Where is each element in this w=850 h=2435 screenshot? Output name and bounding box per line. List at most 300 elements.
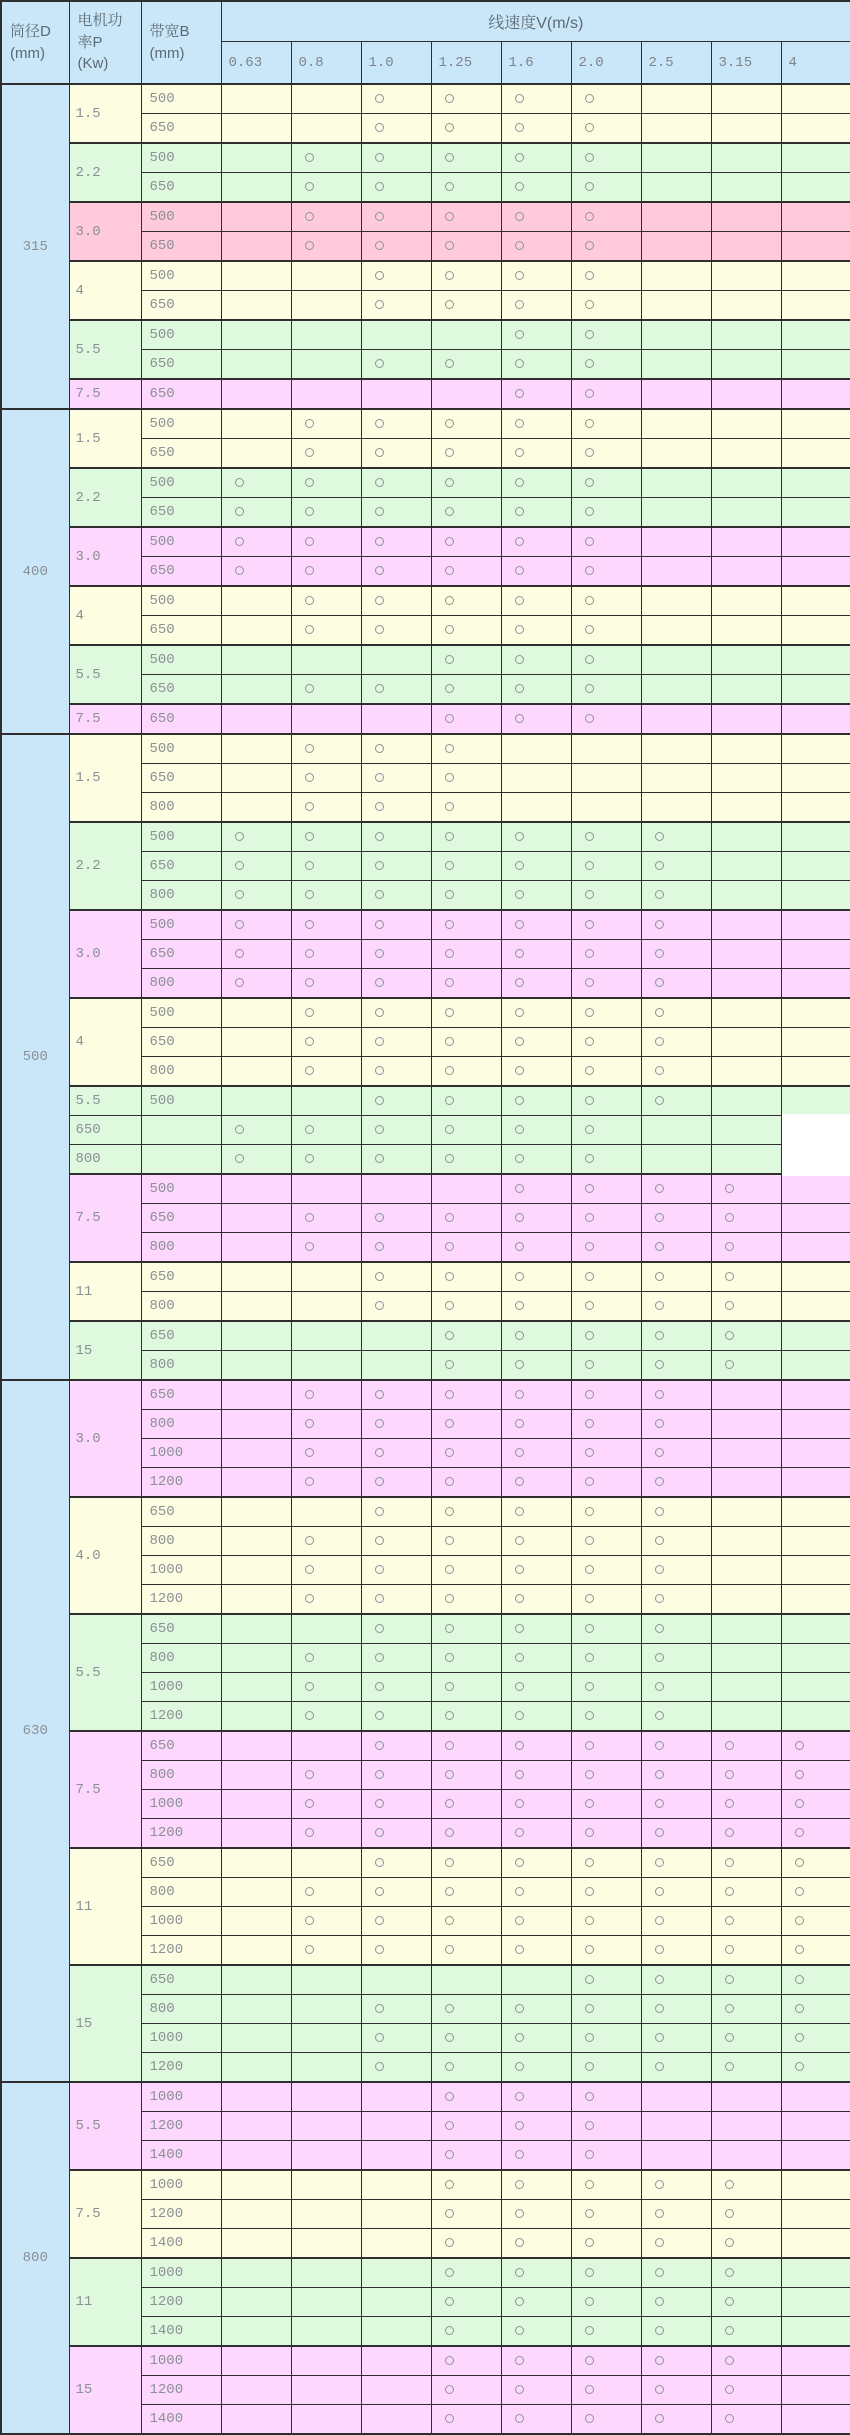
availability-circle bbox=[445, 684, 454, 693]
speed-cell bbox=[501, 232, 571, 262]
speed-cell bbox=[501, 1819, 571, 1849]
speed-cell bbox=[291, 734, 361, 764]
speed-cell bbox=[501, 379, 571, 409]
speed-cell bbox=[361, 143, 431, 173]
speed-cell bbox=[221, 1321, 291, 1351]
speed-cell bbox=[781, 1233, 850, 1263]
availability-circle bbox=[655, 1945, 664, 1954]
speed-cell bbox=[361, 2053, 431, 2083]
speed-cell bbox=[431, 1439, 501, 1468]
speed-cell bbox=[641, 1262, 711, 1292]
belt-width-cell: 1000 bbox=[141, 2170, 221, 2200]
availability-circle bbox=[375, 94, 384, 103]
speed-cell bbox=[431, 1497, 501, 1527]
availability-circle bbox=[725, 1272, 734, 1281]
availability-circle bbox=[375, 1624, 384, 1633]
availability-circle bbox=[515, 1536, 524, 1545]
availability-circle bbox=[655, 1624, 664, 1633]
speed-cell bbox=[291, 498, 361, 528]
speed-cell bbox=[361, 1644, 431, 1673]
availability-circle bbox=[655, 832, 664, 841]
belt-width-cell: 1200 bbox=[141, 1702, 221, 1732]
availability-circle bbox=[515, 1242, 524, 1251]
speed-cell bbox=[781, 734, 850, 764]
speed-cell bbox=[781, 2112, 850, 2141]
speed-cell bbox=[221, 822, 291, 852]
speed-cell bbox=[291, 1321, 361, 1351]
availability-circle bbox=[515, 507, 524, 516]
speed-cell bbox=[781, 84, 850, 114]
table-row bbox=[1, 379, 850, 409]
power-cell: 2.2 bbox=[69, 468, 141, 527]
availability-circle bbox=[515, 153, 524, 162]
availability-circle bbox=[655, 1331, 664, 1340]
availability-circle bbox=[725, 1301, 734, 1310]
speed-cell bbox=[711, 2258, 781, 2288]
speed-cell bbox=[291, 1116, 361, 1145]
speed-cell bbox=[361, 940, 431, 969]
availability-circle bbox=[515, 2092, 524, 2101]
belt-width-cell: 800 bbox=[141, 969, 221, 999]
availability-circle bbox=[585, 2385, 594, 2394]
speed-cell bbox=[641, 1907, 711, 1936]
speed-cell bbox=[501, 910, 571, 940]
table-row bbox=[1, 1614, 850, 1644]
speed-cell bbox=[361, 2200, 431, 2229]
availability-circle bbox=[655, 1008, 664, 1017]
speed-cell bbox=[431, 764, 501, 793]
availability-circle bbox=[585, 1184, 594, 1193]
availability-circle bbox=[725, 1916, 734, 1925]
speed-cell bbox=[711, 291, 781, 321]
speed-cell bbox=[501, 1174, 571, 1204]
speed-cell bbox=[431, 1262, 501, 1292]
availability-circle bbox=[585, 1448, 594, 1457]
belt-width-cell: 500 bbox=[141, 1086, 221, 1116]
speed-cell bbox=[501, 1262, 571, 1292]
belt-width-cell: 650 bbox=[141, 1614, 221, 1644]
availability-circle bbox=[515, 1037, 524, 1046]
power-cell: 7.5 bbox=[69, 2170, 141, 2258]
speed-cell bbox=[291, 1439, 361, 1468]
speed-cell bbox=[781, 143, 850, 173]
speed-cell bbox=[431, 261, 501, 291]
speed-cell bbox=[571, 2053, 641, 2083]
availability-circle bbox=[445, 1858, 454, 1867]
speed-cell bbox=[711, 1116, 781, 1145]
availability-circle bbox=[585, 1770, 594, 1779]
belt-width-cell: 650 bbox=[141, 498, 221, 528]
speed-cell bbox=[571, 2317, 641, 2347]
speed-col-header: 4 bbox=[781, 42, 850, 85]
speed-cell bbox=[431, 2258, 501, 2288]
availability-circle bbox=[655, 1799, 664, 1808]
power-cell: 15 bbox=[69, 1965, 141, 2082]
availability-circle bbox=[655, 920, 664, 929]
availability-circle bbox=[725, 1213, 734, 1222]
power-cell: 2.2 bbox=[69, 143, 141, 202]
availability-circle bbox=[655, 1682, 664, 1691]
speed-cell bbox=[291, 2200, 361, 2229]
availability-circle bbox=[375, 419, 384, 428]
belt-width-cell: 500 bbox=[141, 143, 221, 173]
speed-cell bbox=[501, 734, 571, 764]
speed-cell bbox=[641, 84, 711, 114]
availability-circle bbox=[445, 2121, 454, 2130]
availability-circle bbox=[445, 2414, 454, 2423]
speed-cell bbox=[571, 645, 641, 675]
availability-circle bbox=[655, 2268, 664, 2277]
speed-cell bbox=[571, 910, 641, 940]
speed-cell bbox=[361, 998, 431, 1028]
speed-cell bbox=[781, 1321, 850, 1351]
speed-cell bbox=[571, 1174, 641, 1204]
belt-width-cell: 500 bbox=[141, 468, 221, 498]
availability-circle bbox=[445, 241, 454, 250]
power-cell: 5.5 bbox=[69, 1614, 141, 1731]
speed-cell bbox=[711, 1351, 781, 1381]
speed-cell bbox=[781, 822, 850, 852]
speed-cell bbox=[221, 1439, 291, 1468]
availability-circle bbox=[445, 890, 454, 899]
speed-cell bbox=[641, 1057, 711, 1087]
speed-cell bbox=[571, 468, 641, 498]
speed-cell bbox=[781, 232, 850, 262]
belt-width-cell: 800 bbox=[141, 1351, 221, 1381]
speed-cell bbox=[361, 1731, 431, 1761]
speed-cell bbox=[431, 557, 501, 587]
availability-circle bbox=[445, 1419, 454, 1428]
speed-cell bbox=[641, 439, 711, 469]
speed-cell bbox=[571, 1116, 641, 1145]
speed-cell bbox=[291, 1468, 361, 1498]
speed-cell bbox=[221, 2082, 291, 2112]
availability-circle bbox=[305, 1945, 314, 1954]
speed-cell bbox=[431, 232, 501, 262]
line-speed-header: 线速度V(m/s) bbox=[221, 1, 850, 42]
availability-circle bbox=[655, 2033, 664, 2042]
availability-circle bbox=[375, 832, 384, 841]
speed-cell bbox=[571, 2200, 641, 2229]
speed-cell bbox=[571, 84, 641, 114]
availability-circle bbox=[655, 2326, 664, 2335]
speed-cell bbox=[221, 320, 291, 350]
availability-circle bbox=[515, 94, 524, 103]
speed-cell bbox=[571, 1351, 641, 1381]
availability-circle bbox=[375, 1008, 384, 1017]
speed-cell bbox=[641, 822, 711, 852]
speed-cell bbox=[221, 1116, 291, 1145]
speed-cell bbox=[501, 557, 571, 587]
speed-cell bbox=[571, 114, 641, 144]
table-row bbox=[1, 468, 850, 498]
speed-cell bbox=[501, 2317, 571, 2347]
speed-cell bbox=[711, 2346, 781, 2376]
speed-cell bbox=[361, 1819, 431, 1849]
speed-cell bbox=[431, 1233, 501, 1263]
speed-cell bbox=[501, 1995, 571, 2024]
availability-circle bbox=[375, 744, 384, 753]
availability-circle bbox=[725, 2004, 734, 2013]
availability-circle bbox=[515, 1390, 524, 1399]
speed-cell bbox=[361, 675, 431, 705]
motor-power-header-unit: (Kw) bbox=[77, 55, 109, 73]
belt-width-cell: 650 bbox=[141, 173, 221, 203]
speed-cell bbox=[711, 1468, 781, 1498]
belt-width-cell: 500 bbox=[141, 409, 221, 439]
speed-cell bbox=[501, 1878, 571, 1907]
speed-cell bbox=[641, 1644, 711, 1673]
speed-cell bbox=[781, 379, 850, 409]
belt-width-cell: 650 bbox=[141, 1262, 221, 1292]
power-cell: 1.5 bbox=[69, 409, 141, 468]
availability-circle bbox=[515, 1624, 524, 1633]
speed-cell bbox=[571, 1380, 641, 1410]
table-row bbox=[1, 1086, 850, 1116]
speed-cell bbox=[641, 1936, 711, 1966]
availability-circle bbox=[375, 1477, 384, 1486]
speed-cell bbox=[711, 2229, 781, 2259]
belt-width-cell: 1200 bbox=[141, 2376, 221, 2405]
speed-cell bbox=[641, 1086, 711, 1116]
speed-cell bbox=[361, 409, 431, 439]
speed-cell bbox=[501, 852, 571, 881]
speed-cell bbox=[291, 468, 361, 498]
speed-cell bbox=[571, 1497, 641, 1527]
speed-cell bbox=[711, 2317, 781, 2347]
availability-circle bbox=[585, 537, 594, 546]
availability-circle bbox=[585, 1037, 594, 1046]
speed-cell bbox=[781, 998, 850, 1028]
availability-circle bbox=[375, 1858, 384, 1867]
availability-circle bbox=[375, 1594, 384, 1603]
availability-circle bbox=[445, 2150, 454, 2159]
speed-cell bbox=[361, 1262, 431, 1292]
availability-circle bbox=[515, 1419, 524, 1428]
speed-cell bbox=[501, 1321, 571, 1351]
speed-cell bbox=[291, 1965, 361, 1995]
speed-cell bbox=[711, 1585, 781, 1615]
availability-circle bbox=[305, 1711, 314, 1720]
availability-circle bbox=[585, 2033, 594, 2042]
speed-cell bbox=[291, 350, 361, 380]
availability-circle bbox=[305, 507, 314, 516]
speed-cell bbox=[641, 114, 711, 144]
speed-cell bbox=[571, 143, 641, 173]
availability-circle bbox=[515, 1945, 524, 1954]
belt-width-cell: 650 bbox=[141, 764, 221, 793]
speed-cell bbox=[361, 1028, 431, 1057]
table-row bbox=[1, 1965, 850, 1995]
speed-cell bbox=[781, 1673, 850, 1702]
speed-cell bbox=[221, 2024, 291, 2053]
availability-circle bbox=[515, 1507, 524, 1516]
speed-cell bbox=[641, 1673, 711, 1702]
availability-circle bbox=[725, 1242, 734, 1251]
speed-cell bbox=[361, 1116, 431, 1145]
speed-cell bbox=[361, 734, 431, 764]
belt-width-cell: 800 bbox=[141, 1233, 221, 1263]
power-cell: 4 bbox=[69, 998, 141, 1086]
availability-circle bbox=[445, 1828, 454, 1837]
availability-circle bbox=[375, 153, 384, 162]
speed-cell bbox=[361, 202, 431, 232]
speed-col-header: 0.63 bbox=[221, 42, 291, 85]
speed-cell bbox=[571, 2082, 641, 2112]
availability-circle bbox=[445, 802, 454, 811]
availability-circle bbox=[725, 2297, 734, 2306]
speed-cell bbox=[641, 1614, 711, 1644]
availability-circle bbox=[375, 1536, 384, 1545]
speed-cell bbox=[431, 2288, 501, 2317]
availability-circle bbox=[305, 802, 314, 811]
table-row bbox=[1, 704, 850, 734]
availability-circle bbox=[445, 94, 454, 103]
availability-circle bbox=[585, 153, 594, 162]
speed-cell bbox=[571, 202, 641, 232]
availability-circle bbox=[585, 2121, 594, 2130]
belt-width-cell: 650 bbox=[141, 1028, 221, 1057]
speed-cell bbox=[641, 1819, 711, 1849]
availability-circle bbox=[445, 1741, 454, 1750]
speed-cell bbox=[221, 1057, 291, 1087]
speed-cell bbox=[361, 2258, 431, 2288]
availability-circle bbox=[445, 2238, 454, 2247]
speed-cell bbox=[221, 1585, 291, 1615]
speed-cell bbox=[221, 1028, 291, 1057]
speed-cell bbox=[291, 1086, 361, 1116]
speed-cell bbox=[641, 1204, 711, 1233]
motor-power-header-line: 电机功 bbox=[77, 11, 123, 29]
availability-circle bbox=[585, 1477, 594, 1486]
speed-cell bbox=[501, 173, 571, 203]
availability-circle bbox=[585, 478, 594, 487]
speed-cell bbox=[781, 1410, 850, 1439]
speed-cell bbox=[361, 2346, 431, 2376]
speed-cell bbox=[571, 1292, 641, 1322]
availability-circle bbox=[795, 1945, 804, 1954]
speed-cell bbox=[711, 2288, 781, 2317]
speed-cell bbox=[711, 645, 781, 675]
speed-cell bbox=[781, 1702, 850, 1732]
speed-cell bbox=[291, 1848, 361, 1878]
speed-cell bbox=[501, 1702, 571, 1732]
availability-circle bbox=[725, 1770, 734, 1779]
speed-cell bbox=[711, 910, 781, 940]
availability-circle bbox=[375, 1945, 384, 1954]
speed-cell bbox=[291, 1351, 361, 1381]
availability-circle bbox=[725, 1799, 734, 1808]
speed-cell bbox=[501, 1086, 571, 1116]
speed-cell bbox=[711, 1527, 781, 1556]
speed-cell bbox=[711, 202, 781, 232]
belt-width-cell: 1000 bbox=[141, 1907, 221, 1936]
availability-circle bbox=[375, 448, 384, 457]
speed-cell bbox=[431, 84, 501, 114]
availability-circle bbox=[585, 182, 594, 191]
speed-cell bbox=[221, 2141, 291, 2171]
speed-cell bbox=[781, 1204, 850, 1233]
speed-cell bbox=[431, 1468, 501, 1498]
availability-circle bbox=[515, 241, 524, 250]
belt-width-cell: 500 bbox=[141, 527, 221, 557]
power-cell: 650 bbox=[69, 1116, 141, 1145]
speed-cell bbox=[641, 1116, 711, 1145]
speed-cell bbox=[711, 1819, 781, 1849]
availability-circle bbox=[375, 566, 384, 575]
speed-cell bbox=[781, 1439, 850, 1468]
availability-circle bbox=[725, 2385, 734, 2394]
speed-cell bbox=[641, 2317, 711, 2347]
speed-cell bbox=[221, 2376, 291, 2405]
availability-circle bbox=[445, 1154, 454, 1163]
availability-circle bbox=[795, 1975, 804, 1984]
power-cell: 3.0 bbox=[69, 910, 141, 998]
speed-cell bbox=[431, 822, 501, 852]
availability-circle bbox=[515, 1008, 524, 1017]
speed-cell bbox=[221, 1702, 291, 1732]
speed-cell bbox=[781, 202, 850, 232]
speed-cell bbox=[641, 261, 711, 291]
belt-width-cell: 1000 bbox=[141, 2258, 221, 2288]
availability-circle bbox=[375, 1419, 384, 1428]
speed-cell bbox=[361, 645, 431, 675]
availability-circle bbox=[515, 2326, 524, 2335]
speed-cell bbox=[571, 2288, 641, 2317]
speed-cell bbox=[641, 232, 711, 262]
availability-circle bbox=[305, 1008, 314, 1017]
availability-circle bbox=[585, 1242, 594, 1251]
speed-cell bbox=[291, 1292, 361, 1322]
speed-cell bbox=[361, 1848, 431, 1878]
speed-cell bbox=[431, 498, 501, 528]
speed-cell bbox=[431, 1936, 501, 1966]
speed-cell bbox=[711, 1086, 781, 1116]
speed-cell bbox=[221, 1468, 291, 1498]
availability-circle bbox=[585, 1624, 594, 1633]
speed-cell bbox=[361, 2317, 431, 2347]
availability-circle bbox=[515, 1653, 524, 1662]
availability-circle bbox=[305, 1066, 314, 1075]
speed-cell bbox=[711, 793, 781, 823]
availability-circle bbox=[515, 330, 524, 339]
speed-cell bbox=[361, 379, 431, 409]
speed-cell bbox=[291, 291, 361, 321]
speed-cell bbox=[431, 468, 501, 498]
speed-cell bbox=[221, 1907, 291, 1936]
speed-cell bbox=[291, 645, 361, 675]
speed-cell bbox=[571, 1410, 641, 1439]
availability-circle bbox=[235, 1154, 244, 1163]
speed-cell bbox=[711, 2112, 781, 2141]
availability-circle bbox=[445, 744, 454, 753]
availability-circle bbox=[585, 1507, 594, 1516]
speed-cell bbox=[361, 1468, 431, 1498]
power-cell: 1.5 bbox=[69, 84, 141, 143]
availability-circle bbox=[305, 1916, 314, 1925]
availability-circle bbox=[515, 2209, 524, 2218]
speed-cell bbox=[781, 2346, 850, 2376]
availability-circle bbox=[375, 1799, 384, 1808]
speed-cell bbox=[571, 439, 641, 469]
speed-cell bbox=[641, 1233, 711, 1263]
power-cell: 7.5 bbox=[69, 1731, 141, 1848]
speed-cell bbox=[431, 1878, 501, 1907]
availability-circle bbox=[445, 1242, 454, 1251]
table-row bbox=[1, 734, 850, 764]
availability-circle bbox=[655, 1037, 664, 1046]
availability-circle bbox=[235, 978, 244, 987]
